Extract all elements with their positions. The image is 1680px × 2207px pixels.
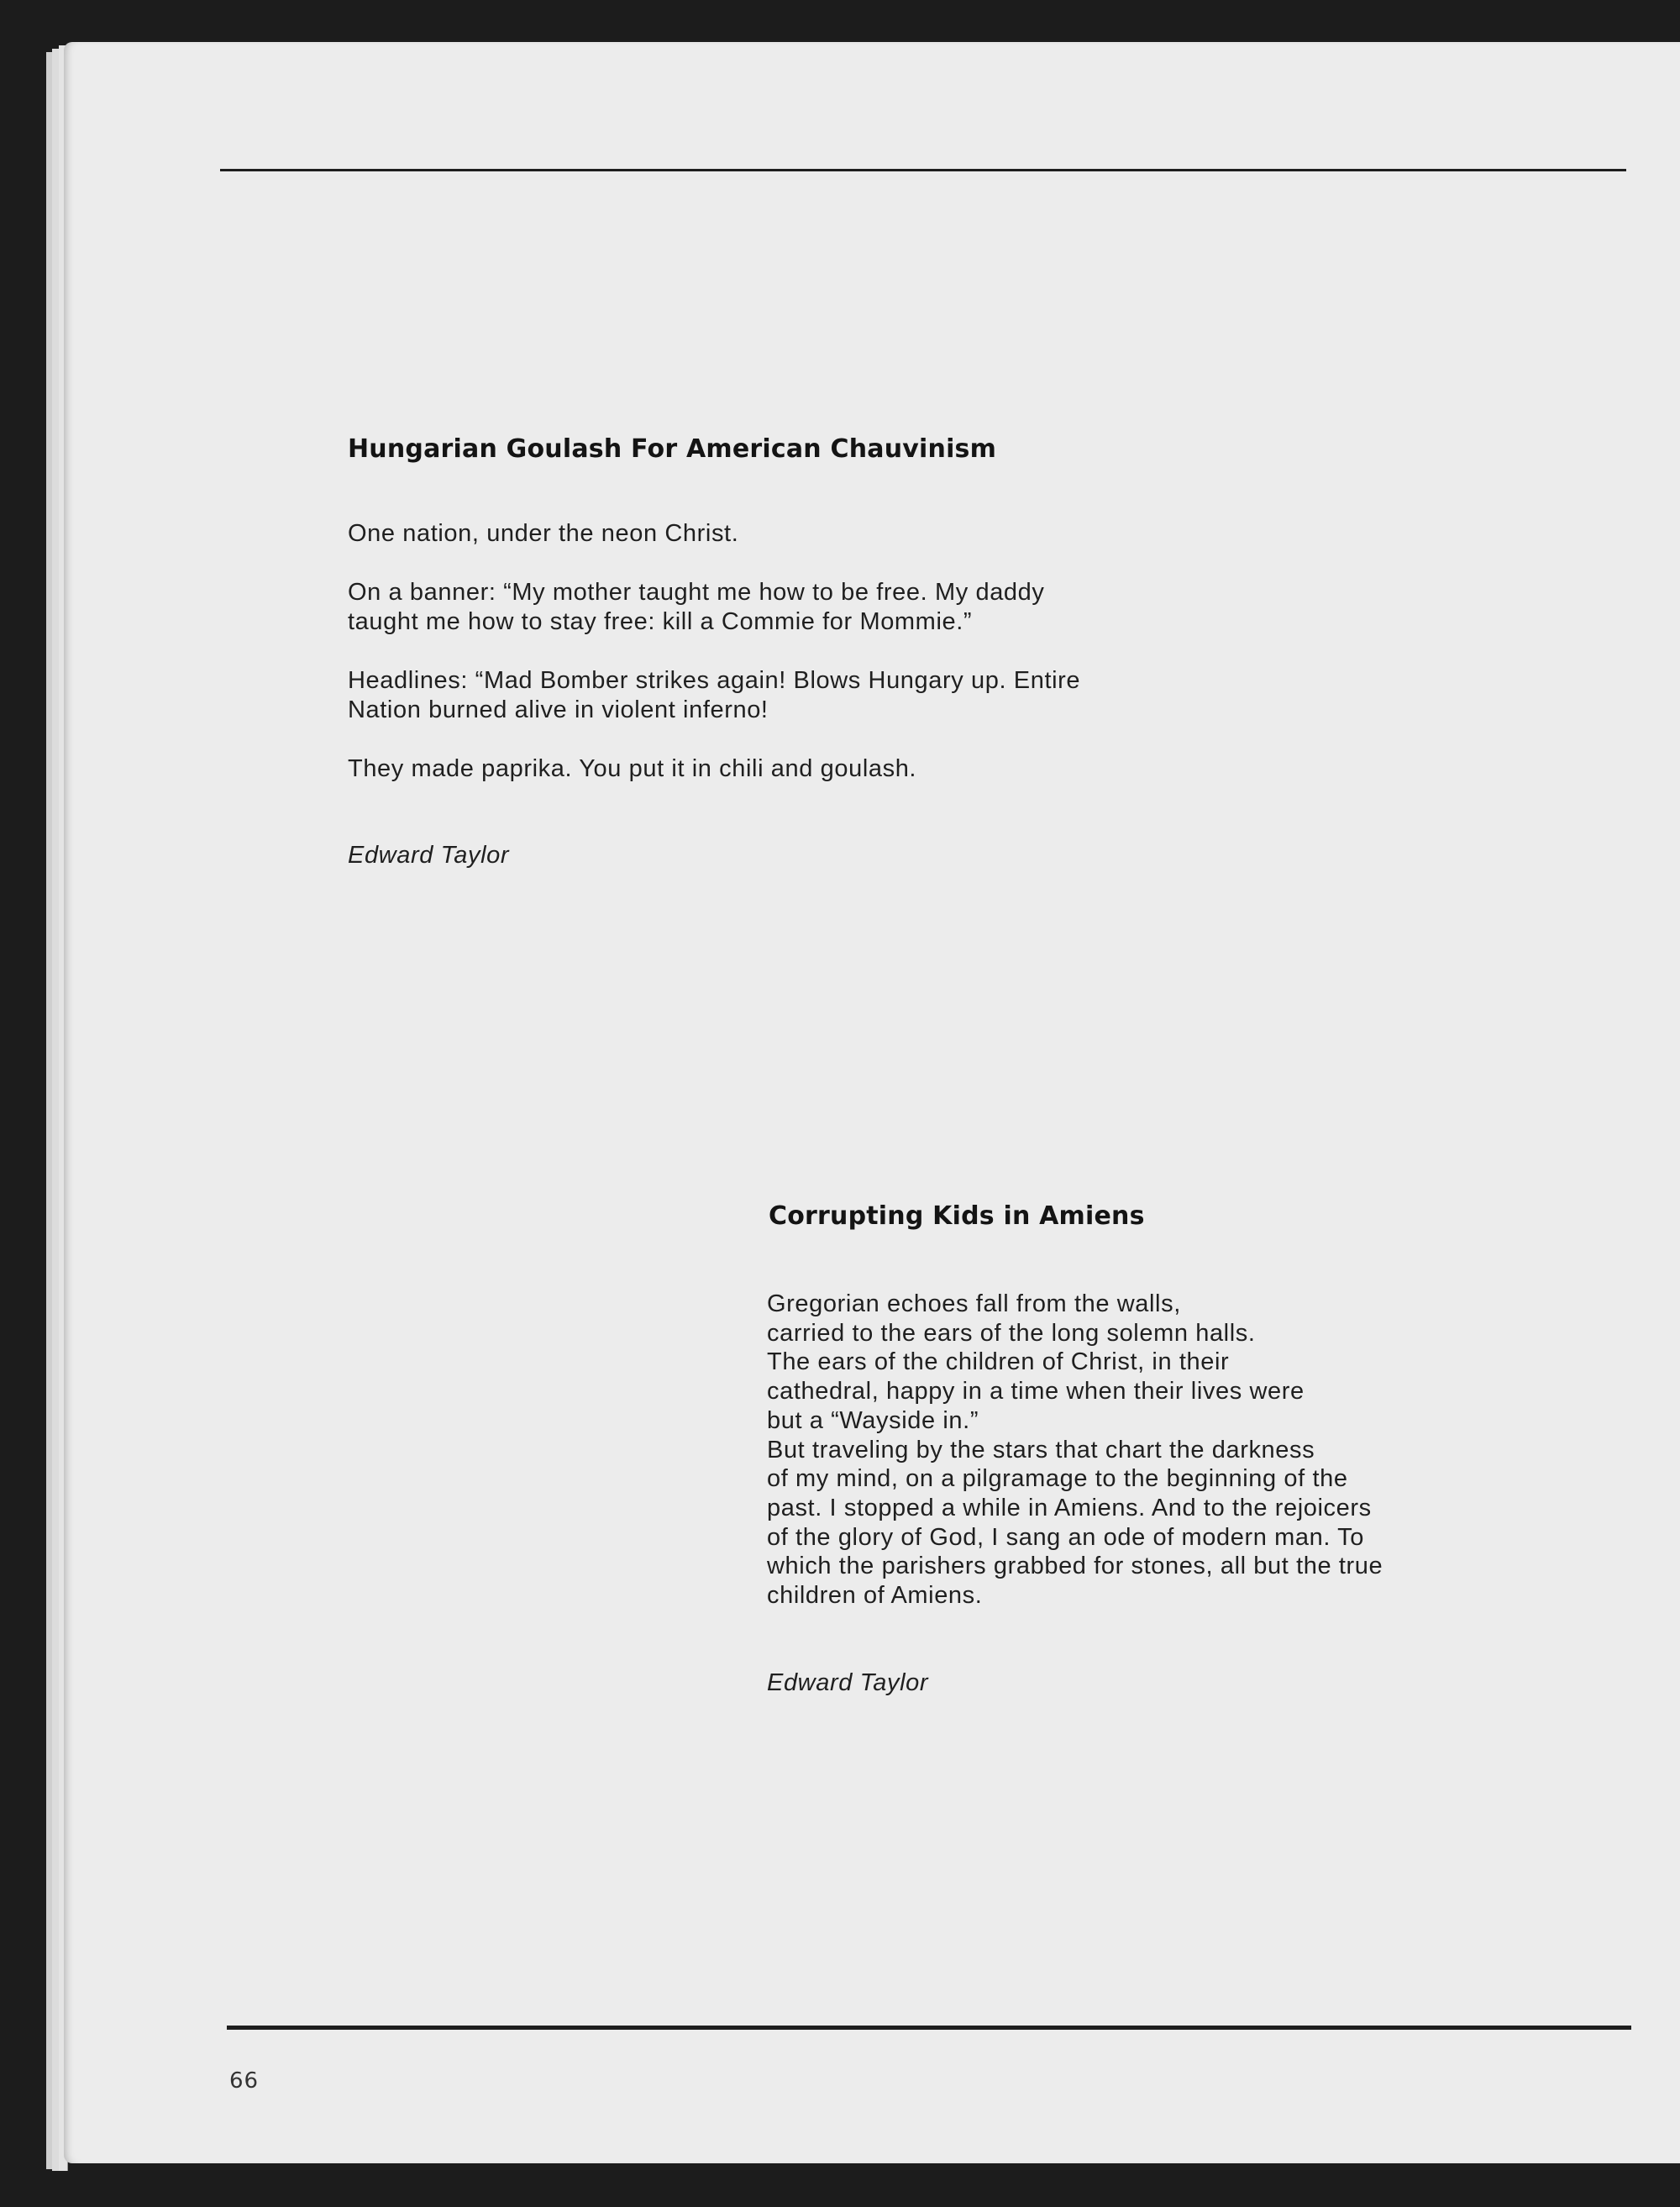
- poem-line: cathedral, happy in a time when their lives were: [767, 1378, 1305, 1406]
- book-page: [64, 42, 1680, 2163]
- poem-line: Headlines: “Mad Bomber strikes again! Blows Hungary up. Entire: [348, 667, 1081, 694]
- poem-line: The ears of the children of Christ, in their: [767, 1348, 1230, 1376]
- stanza: [348, 578, 1044, 637]
- poem-line: of the glory of God, I sang an ode of modern man. To: [767, 1523, 1364, 1551]
- poem-line: of my mind, on a pilgramage to the beginning of the: [767, 1465, 1348, 1493]
- poem-line: past. I stopped a while in Amiens. And to the rejoicers: [767, 1494, 1372, 1521]
- poem-title: Hungarian Goulash For American Chauvinism: [348, 434, 997, 464]
- poem-line: On a banner: “My mother taught me how to be free. My daddy: [348, 579, 1045, 606]
- poem-line: One nation, under the neon Christ.: [348, 520, 739, 547]
- poem-line: But traveling by the stars that chart the darkness: [767, 1436, 1315, 1463]
- stanza: [348, 754, 916, 784]
- poem-line: but a “Wayside in.”: [767, 1406, 979, 1434]
- bottom-rule: [227, 2026, 1631, 2030]
- poem-title: Corrupting Kids in Amiens: [769, 1201, 1145, 1231]
- poem-line: carried to the ears of the long solemn halls.: [767, 1319, 1256, 1347]
- stanza: [348, 519, 738, 549]
- poem-line: Nation burned alive in violent inferno!: [348, 696, 769, 723]
- poem-line: They made paprika. You put it in chili and goulash.: [348, 755, 917, 782]
- top-rule: [220, 169, 1626, 171]
- stanza: [348, 666, 1080, 725]
- poem-line: which the parishers grabbed for stones, all but the true: [767, 1553, 1383, 1580]
- poem-line: children of Amiens.: [767, 1582, 983, 1610]
- poem-author: Edward Taylor: [348, 842, 510, 869]
- stanza: [767, 1290, 1383, 1611]
- poem-author: Edward Taylor: [767, 1669, 929, 1696]
- poem-line: Gregorian echoes fall from the walls,: [767, 1290, 1181, 1317]
- page-number: 66: [229, 2068, 260, 2094]
- poem-line: taught me how to stay free: kill a Commie for Mommie.”: [348, 608, 973, 635]
